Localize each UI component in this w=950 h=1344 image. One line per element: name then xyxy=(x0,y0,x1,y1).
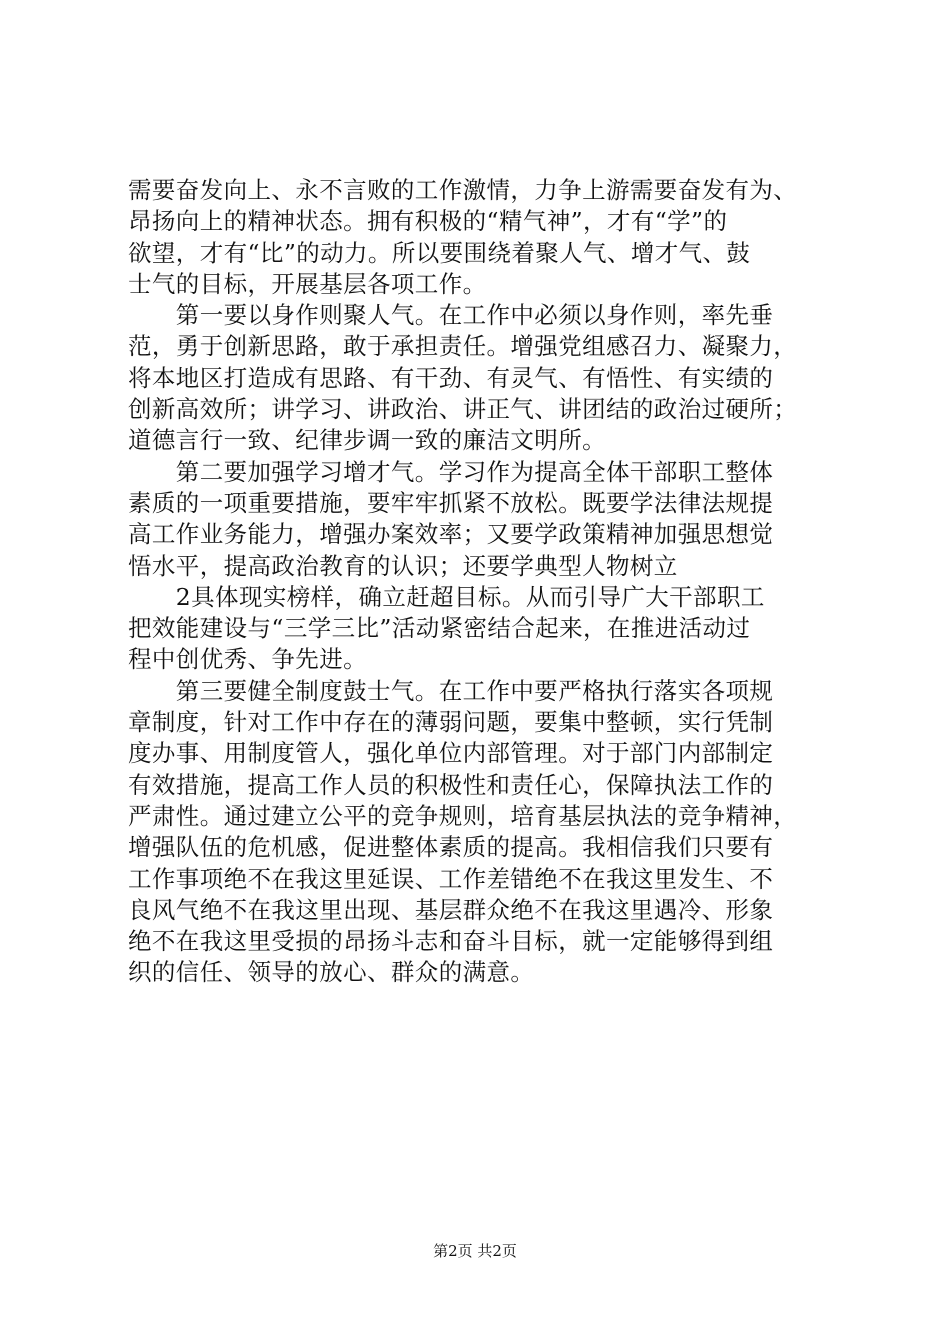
text-line: 程中创优秀、争先进。 xyxy=(128,645,367,674)
text-line: 度办事、用制度管人，强化单位内部管理。对于部门内部制定 xyxy=(128,739,774,768)
document-body xyxy=(128,175,833,989)
text-line: 2具体现实榜样，确立赶超目标。从而引导广大干部职工 xyxy=(128,582,765,611)
text-line: 有效措施，提高工作人员的积极性和责任心，保障执法工作的 xyxy=(128,770,774,799)
text-line: 范，勇于创新思路，敢于承担责任。增强党组感召力、凝聚力， xyxy=(128,332,798,361)
text-line: 第一要以身作则聚人气。在工作中必须以身作则，率先垂 xyxy=(128,301,774,330)
text-line: 道德言行一致、纪律步调一致的廉洁文明所。 xyxy=(128,426,606,455)
text-line: 严肃性。通过建立公平的竞争规则，培育基层执法的竞争精神， xyxy=(128,801,798,830)
text-line: 素质的一项重要措施，要牢牢抓紧不放松。既要学法律法规提 xyxy=(128,488,774,517)
text-line: 创新高效所；讲学习、讲政治、讲正气、讲团结的政治过硬所； xyxy=(128,395,798,424)
text-line: 把效能建设与“三学三比”活动紧密结合起来，在推进活动过 xyxy=(128,614,751,643)
text-line: 欲望，才有“比”的动力。所以要围绕着聚人气、增才气、鼓 xyxy=(128,238,751,267)
page-number-footer: 第2页 共2页 xyxy=(433,1242,517,1260)
text-line: 章制度，针对工作中存在的薄弱问题，要集中整顿，实行凭制 xyxy=(128,708,774,737)
text-line: 需要奋发向上、永不言败的工作激情，力争上游需要奋发有为、 xyxy=(128,176,798,204)
text-line: 第二要加强学习增才气。学习作为提高全体干部职工整体 xyxy=(128,457,774,486)
text-line: 增强队伍的危机感，促进整体素质的提高。我相信我们只要有 xyxy=(128,833,774,862)
text-line: 高工作业务能力，增强办案效率；又要学政策精神加强思想觉 xyxy=(128,520,774,549)
text-line: 将本地区打造成有思路、有干劲、有灵气、有悟性、有实绩的 xyxy=(128,363,774,392)
text-line: 士气的目标，开展基层各项工作。 xyxy=(128,269,487,298)
text-line: 昂扬向上的精神状态。拥有积极的“精气神”，才有“学”的 xyxy=(128,207,728,236)
text-line: 第三要健全制度鼓士气。在工作中要严格执行落实各项规 xyxy=(128,676,774,705)
text-line: 悟水平，提高政治教育的认识；还要学典型人物树立 xyxy=(128,551,678,580)
text-line: 绝不在我这里受损的昂扬斗志和奋斗目标，就一定能够得到组 xyxy=(128,927,774,956)
text-line: 织的信任、领导的放心、群众的满意。 xyxy=(128,958,535,987)
text-line: 良风气绝不在我这里出现、基层群众绝不在我这里遇冷、形象 xyxy=(128,895,774,924)
text-line: 工作事项绝不在我这里延误、工作差错绝不在我这里发生、不 xyxy=(128,864,774,893)
